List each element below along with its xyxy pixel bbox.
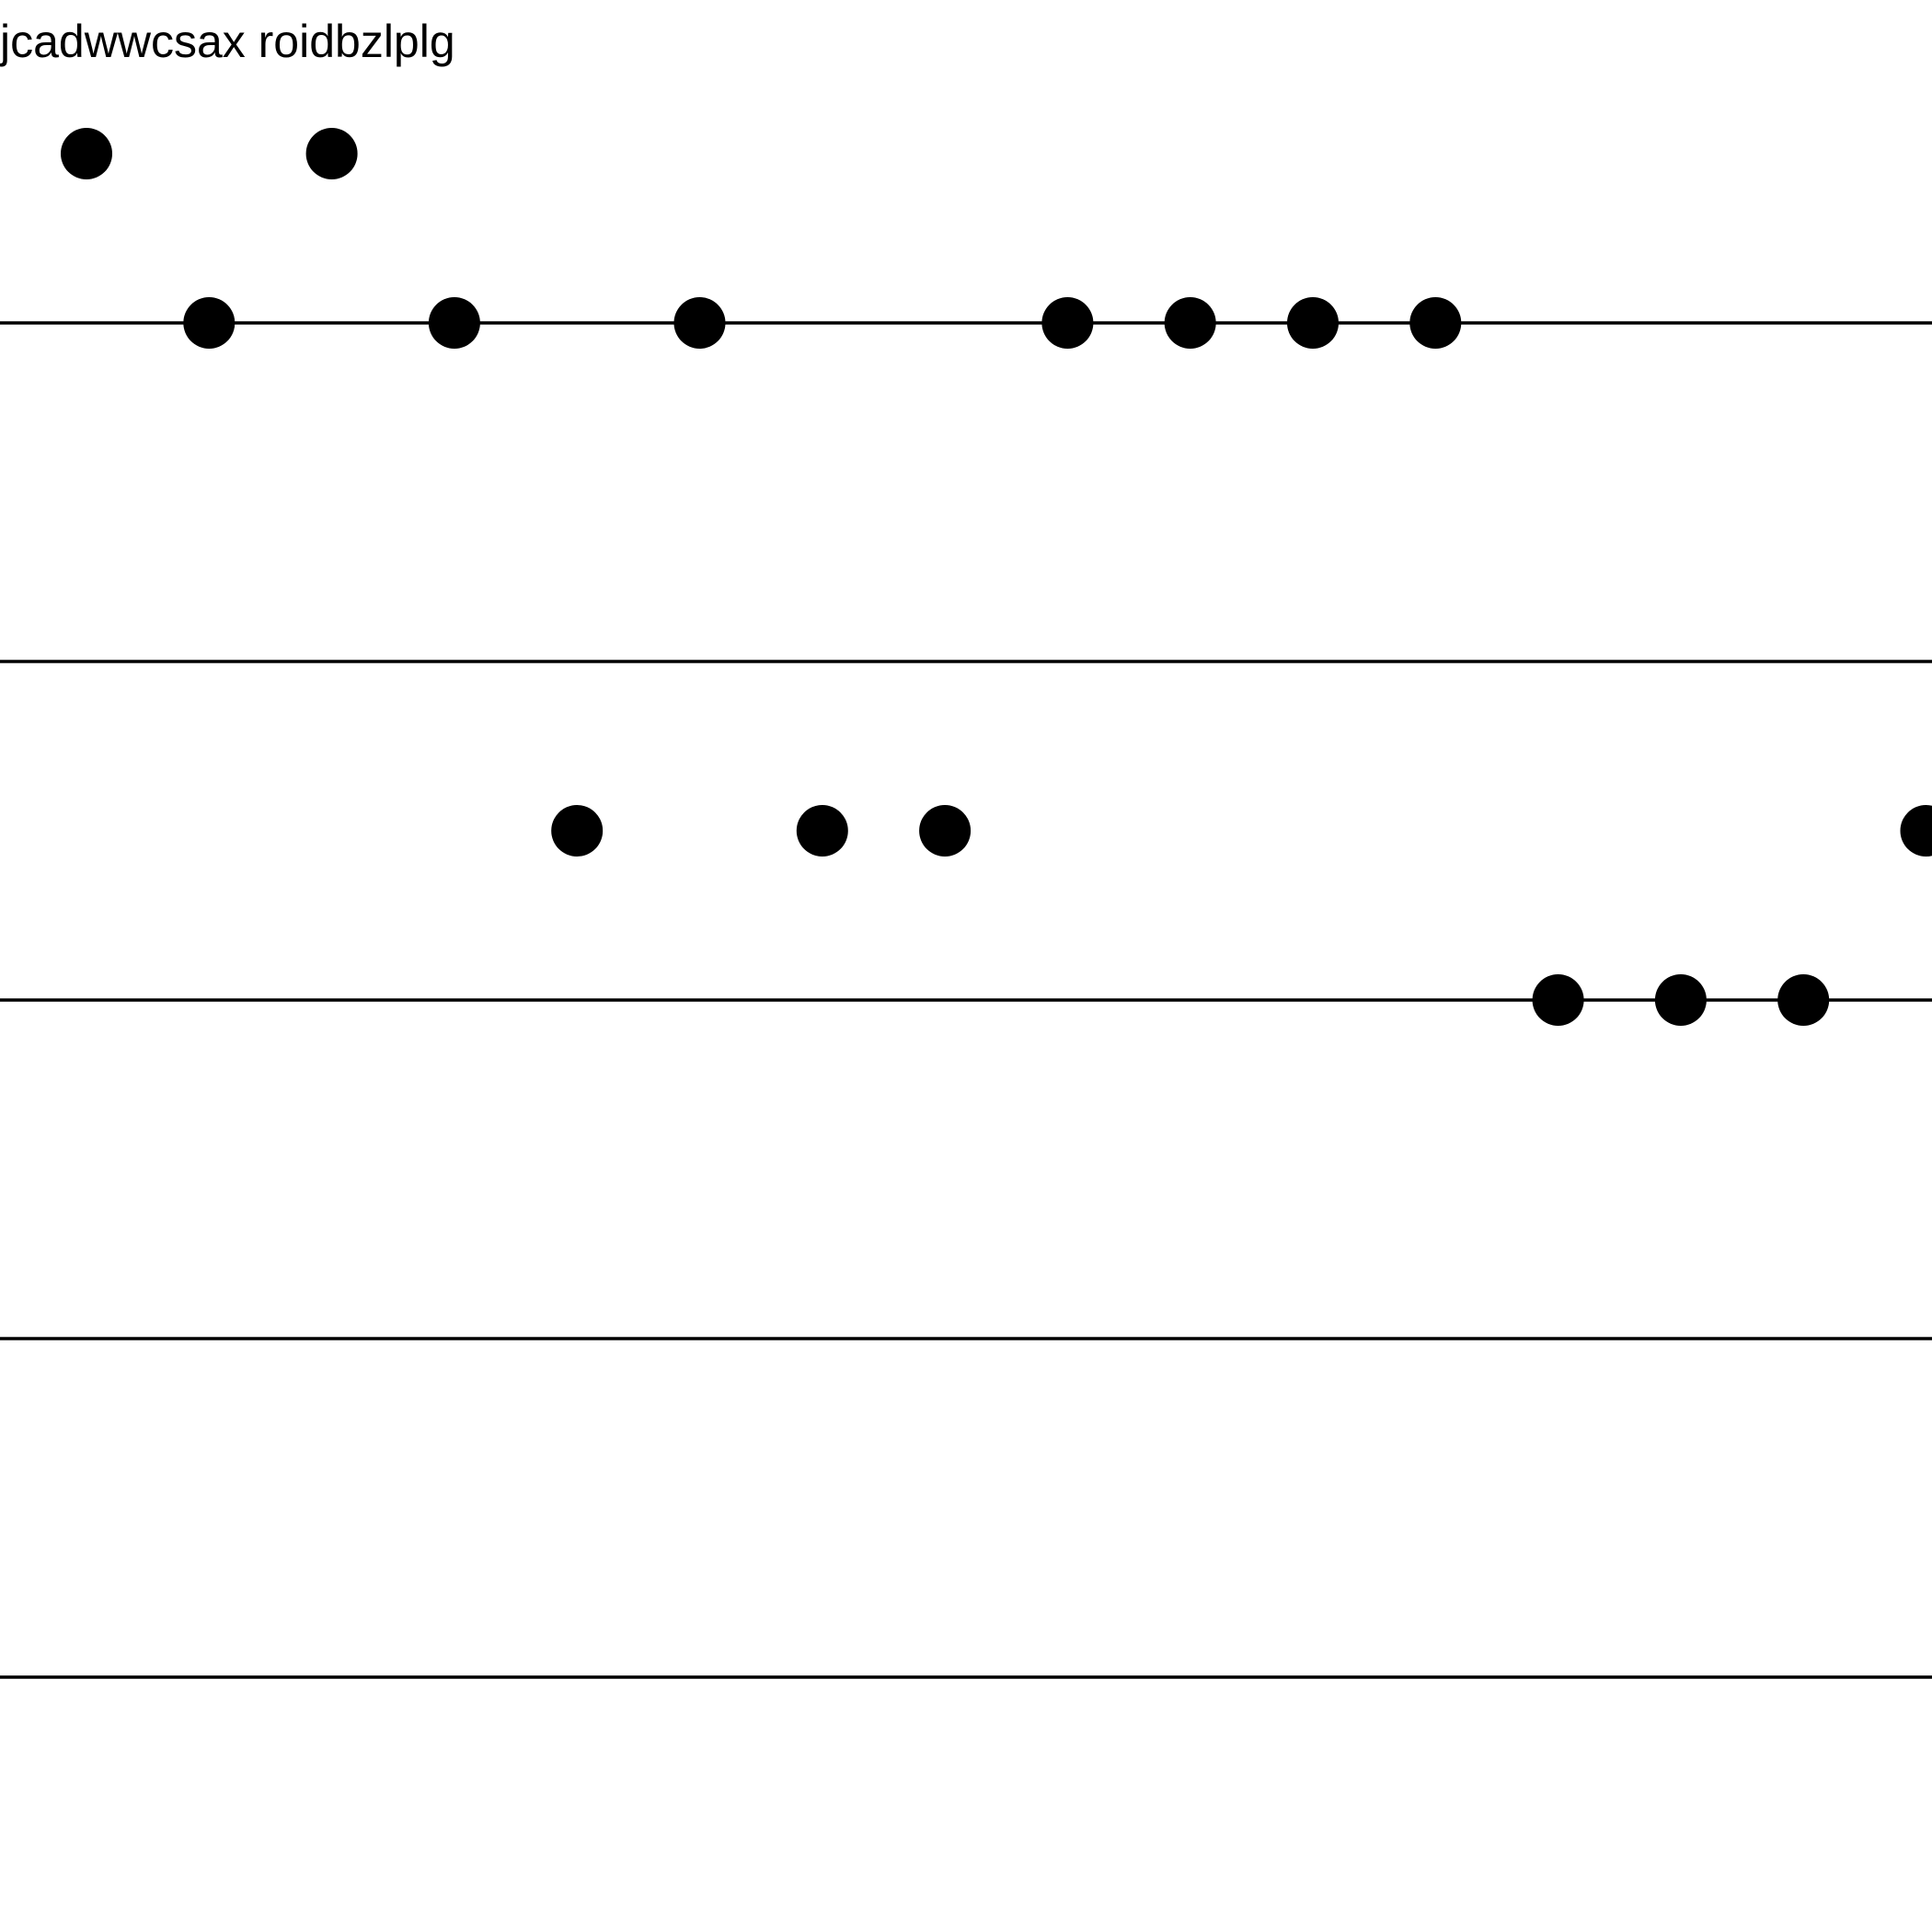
note-dot-8 — [919, 805, 971, 857]
note-dot-13 — [1533, 974, 1584, 1026]
note-dot-9 — [1041, 297, 1093, 349]
note-dot-11 — [1287, 297, 1339, 349]
note-dot-3 — [306, 128, 358, 179]
note-dot-14 — [1655, 974, 1707, 1026]
note-dot-6 — [674, 297, 726, 349]
note-dot-1 — [61, 128, 112, 179]
note-dot-12 — [1409, 297, 1461, 349]
note-dot-5 — [551, 805, 603, 857]
note-dot-15 — [1777, 974, 1829, 1026]
diagram-title: jcadwwcsax roidbzlplg — [0, 16, 455, 67]
note-dot-4 — [429, 297, 480, 349]
note-dot-7 — [797, 805, 848, 857]
note-dot-10 — [1165, 297, 1216, 349]
note-dot-2 — [183, 297, 235, 349]
